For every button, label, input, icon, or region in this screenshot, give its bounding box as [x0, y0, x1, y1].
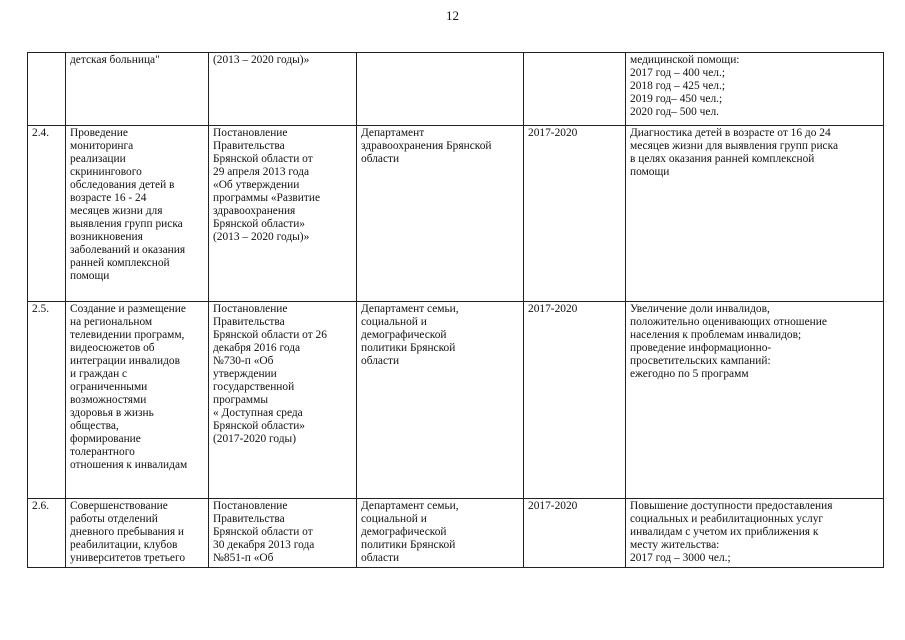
- cell-line: Департамент семьи,: [361, 500, 459, 512]
- cell-line: 2020 год– 500 чел.: [630, 106, 719, 118]
- cell-line: телевидении программ,: [70, 329, 185, 341]
- cell-line: ограниченными: [70, 381, 148, 393]
- cell-line: Брянской области от 26: [213, 329, 327, 341]
- cell-line: дневного пребывания и: [70, 526, 185, 538]
- cell-line: просветительских кампаний:: [630, 355, 771, 367]
- cell-line: Правительства: [213, 140, 285, 152]
- table-row: [28, 499, 884, 568]
- cell-line: государственной: [213, 381, 295, 393]
- cell-line: возможностями: [70, 394, 147, 406]
- row-number-cell: [28, 302, 66, 499]
- cell-line: Брянской области от: [213, 526, 313, 538]
- table-row: [28, 53, 884, 126]
- cell-text: 2.5.: [32, 303, 50, 315]
- cell-line: социальной и: [361, 513, 427, 525]
- cell-line: 30 декабря 2013 года: [213, 539, 315, 551]
- cell-line: Проведение: [70, 127, 128, 139]
- cell-line: здравоохранения: [213, 205, 296, 217]
- row-number-cell: [28, 499, 66, 568]
- cell-line: ежегодно по 5 программ: [630, 368, 749, 380]
- cell-line: детская больница": [70, 54, 160, 66]
- result-cell: [626, 302, 884, 499]
- cell-line: помощи: [70, 270, 110, 282]
- cell-line: и граждан с: [70, 368, 128, 380]
- cell-line: области: [361, 552, 400, 564]
- cell-line: 2017 год – 400 чел.;: [630, 67, 725, 79]
- cell-line: населения к проблемам инвалидов;: [630, 329, 802, 341]
- cell-line: формирование: [70, 433, 141, 445]
- cell-line: на региональном: [70, 316, 153, 328]
- cell-line: Департамент: [361, 127, 425, 139]
- cell-line: выявления групп риска: [70, 218, 183, 230]
- cell-line: Постановление: [213, 303, 288, 315]
- cell-line: Совершенствование: [70, 500, 168, 512]
- measures-table: [27, 52, 884, 568]
- cell-line: университетов третьего: [70, 552, 186, 564]
- activity-cell: [66, 499, 209, 568]
- cell-text: 2017-2020: [528, 500, 578, 512]
- cell-line: социальных и реабилитационных услуг: [630, 513, 824, 525]
- period-cell: [524, 53, 626, 126]
- cell-line: политики Брянской: [361, 342, 456, 354]
- result-cell: [626, 126, 884, 302]
- cell-line: (2013 – 2020 годы)»: [213, 54, 310, 66]
- cell-line: месяцев жизни для выявления групп риска: [630, 140, 839, 152]
- document-cell: [209, 302, 357, 499]
- cell-line: мониторинга: [70, 140, 134, 152]
- cell-line: Повышение доступности предоставления: [630, 500, 833, 512]
- cell-line: Правительства: [213, 316, 285, 328]
- row-number-cell: [28, 126, 66, 302]
- cell-line: программы «Развитие: [213, 192, 321, 204]
- cell-line: ранней комплексной: [70, 257, 170, 269]
- cell-line: возрасте 16 - 24: [70, 192, 147, 204]
- cell-line: «Об утверждении: [213, 179, 300, 191]
- cell-line: (2017-2020 годы): [213, 433, 296, 445]
- result-cell: [626, 53, 884, 126]
- cell-line: №730-п «Об: [213, 355, 274, 367]
- cell-line: месяцев жизни для: [70, 205, 163, 217]
- cell-line: « Доступная среда: [213, 407, 303, 419]
- cell-line: демографической: [361, 329, 447, 341]
- cell-line: утверждении: [213, 368, 277, 380]
- cell-line: программы: [213, 394, 268, 406]
- cell-line: Диагностика детей в возрасте от 16 до 24: [630, 127, 831, 139]
- activity-cell: [66, 302, 209, 499]
- period-cell: [524, 499, 626, 568]
- cell-line: скринингового: [70, 166, 142, 178]
- cell-line: здравоохранения Брянской: [361, 140, 492, 152]
- executor-cell: [357, 302, 524, 499]
- cell-line: Брянской области от: [213, 153, 313, 165]
- cell-text: 2.6.: [32, 500, 50, 512]
- document-cell: [209, 499, 357, 568]
- row-number-cell: [28, 53, 66, 126]
- cell-line: 29 апреля 2013 года: [213, 166, 309, 178]
- executor-cell: [357, 53, 524, 126]
- activity-cell: [66, 53, 209, 126]
- cell-line: области: [361, 153, 400, 165]
- cell-text: 2.4.: [32, 127, 50, 139]
- result-cell: [626, 499, 884, 568]
- cell-line: 2018 год – 425 чел.;: [630, 80, 725, 92]
- cell-line: общества,: [70, 420, 119, 432]
- cell-line: видеосюжетов об: [70, 342, 155, 354]
- cell-line: №851-п «Об: [213, 552, 274, 564]
- cell-text: 2017-2020: [528, 127, 578, 139]
- cell-line: (2013 – 2020 годы)»: [213, 231, 310, 243]
- cell-line: проведение информационно-: [630, 342, 772, 354]
- cell-line: положительно оценивающих отношение: [630, 316, 827, 328]
- cell-line: реабилитации, клубов: [70, 539, 178, 551]
- cell-line: инвалидам с учетом их приближения к: [630, 526, 819, 538]
- cell-line: в целях оказания ранней комплексной: [630, 153, 815, 165]
- cell-line: отношения к инвалидам: [70, 459, 188, 471]
- cell-line: здоровья в жизнь: [70, 407, 154, 419]
- cell-line: помощи: [630, 166, 670, 178]
- cell-line: Правительства: [213, 513, 285, 525]
- cell-line: Постановление: [213, 500, 288, 512]
- cell-line: обследования детей в: [70, 179, 175, 191]
- document-cell: [209, 126, 357, 302]
- cell-line: заболеваний и оказания: [70, 244, 186, 256]
- cell-line: работы отделений: [70, 513, 158, 525]
- cell-text: 2017-2020: [528, 303, 578, 315]
- cell-line: интеграции инвалидов: [70, 355, 181, 367]
- cell-line: области: [361, 355, 400, 367]
- cell-line: 2017 год – 3000 чел.;: [630, 552, 731, 564]
- cell-line: Департамент семьи,: [361, 303, 459, 315]
- cell-line: политики Брянской: [361, 539, 456, 551]
- activity-cell: [66, 126, 209, 302]
- cell-line: месту жительства:: [630, 539, 720, 551]
- cell-line: Создание и размещение: [70, 303, 186, 315]
- table-row: [28, 126, 884, 302]
- cell-line: демографической: [361, 526, 447, 538]
- cell-line: реализации: [70, 153, 126, 165]
- cell-line: Брянской области»: [213, 420, 305, 432]
- cell-line: социальной и: [361, 316, 427, 328]
- period-cell: [524, 302, 626, 499]
- cell-line: декабря 2016 года: [213, 342, 301, 354]
- executor-cell: [357, 499, 524, 568]
- executor-cell: [357, 126, 524, 302]
- cell-line: Брянской области»: [213, 218, 305, 230]
- cell-line: возникновения: [70, 231, 143, 243]
- cell-line: Постановление: [213, 127, 288, 139]
- table-row: [28, 302, 884, 499]
- period-cell: [524, 126, 626, 302]
- page-number: 12: [446, 8, 459, 23]
- cell-line: толерантного: [70, 446, 135, 458]
- document-cell: [209, 53, 357, 126]
- cell-line: медицинской помощи:: [630, 54, 740, 66]
- cell-line: Увеличение доли инвалидов,: [630, 303, 770, 315]
- cell-line: 2019 год– 450 чел.;: [630, 93, 723, 105]
